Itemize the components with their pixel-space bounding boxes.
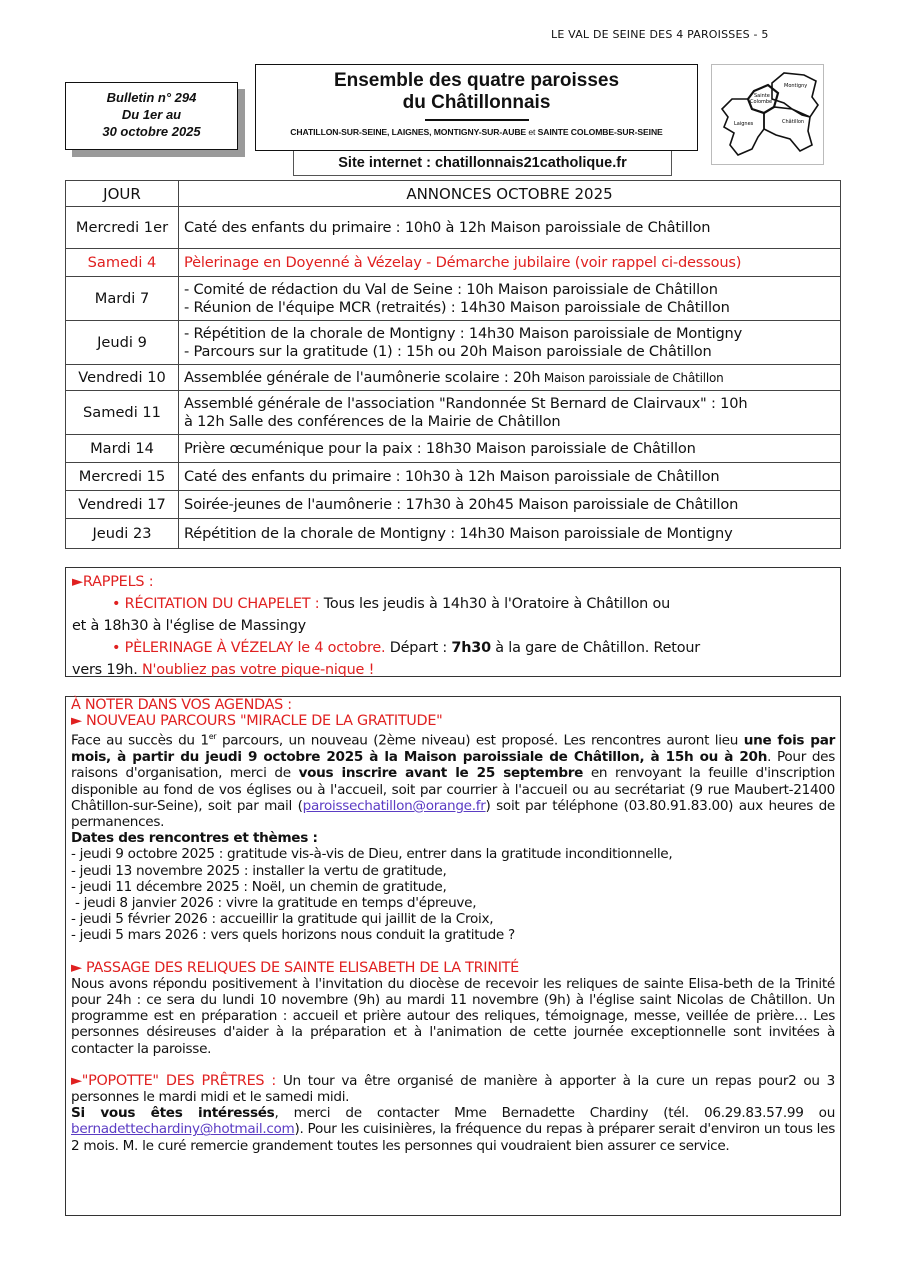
table-row bbox=[66, 277, 841, 321]
title-line-1: Ensemble des quatre paroisses bbox=[333, 70, 620, 91]
row-day: Vendredi 10 bbox=[66, 365, 179, 391]
title-divider bbox=[425, 119, 529, 121]
map-icon bbox=[712, 65, 823, 164]
announcements-table bbox=[65, 180, 841, 549]
row-day: Jeudi 9 bbox=[66, 321, 179, 365]
date-item: - jeudi 5 février 2026 : accueillir la gratitude qui jaillit de la Croix, bbox=[71, 911, 494, 928]
dates-title: Dates des rencontres et thèmes : bbox=[71, 830, 318, 847]
row-text: - Répétition de la chorale de Montigny : 14h30 Maison paroissiale de Montigny - Parcours sur la gratitude (1) : 15h ou 20h Maison paroissiale de Châtillon bbox=[179, 321, 841, 365]
date-item: - jeudi 11 décembre 2025 : Noël, un chemin de gratitude, bbox=[71, 878, 447, 895]
website-banner[interactable]: Site internet : chatillonnais21catholique.fr bbox=[293, 151, 672, 176]
table-row bbox=[66, 207, 841, 249]
parish-map bbox=[711, 64, 824, 165]
reminders-title: ►RAPPELS : bbox=[72, 574, 154, 590]
table-row bbox=[66, 249, 841, 277]
reminder-pelerinage: • PÈLERINAGE À VÉZELAY le 4 octobre. Départ : 7h30 à la gare de Châtillon. Retour bbox=[112, 640, 700, 656]
row-day: Vendredi 17 bbox=[66, 491, 179, 519]
svg-text:Colombe: Colombe bbox=[750, 99, 773, 105]
table-row bbox=[66, 435, 841, 463]
date-item: - jeudi 5 mars 2026 : vers quels horizons nous conduit la gratitude ? bbox=[71, 927, 515, 944]
row-day: Mercredi 1er bbox=[66, 207, 179, 249]
bulletin-number: Bulletin n° 294 bbox=[106, 90, 197, 105]
row-day: Samedi 11 bbox=[66, 391, 179, 435]
header-day: JOUR bbox=[66, 181, 179, 207]
title-parishes: CHATILLON-SUR-SEINE, LAIGNES, MONTIGNY-SUR-AUBE et SAINTE COLOMBE-SUR-SEINE bbox=[290, 127, 663, 137]
title-box bbox=[255, 64, 698, 151]
title-line-2: du Châtillonnais bbox=[402, 92, 551, 113]
date-item: - jeudi 9 octobre 2025 : gratitude vis-à-vis de Dieu, entrer dans la gratitude inconditionnelle, bbox=[71, 846, 673, 863]
svg-text:Laignes: Laignes bbox=[734, 121, 754, 127]
gratitude-paragraph: Face au succès du 1er parcours, un nouveau (2ème niveau) est proposé. Les rencontres auront lieu une fois par mois, à partir du jeudi 9 octobre 2025 à la Maison paroissiale de Châtillon, à 15h ou à 20h. Pour des raisons d'organisation, merci de vous inscrire avant le 25 septembre en renvoyant la feuille d'inscription disponible au fond de vos églises ou à l'accueil, soit par courrier à l'accueil ou au secrétariat (9 rue Maubert-21400 Châtillon-sur-Seine), soit par mail (paroissechatillon@orange.fr) soit par téléphone (03.80.91.83.00) aux heures de permanences. bbox=[71, 732, 835, 830]
reminder-chapelet: • RÉCITATION DU CHAPELET : Tous les jeudis à 14h30 à l'Oratoire à Châtillon ou bbox=[112, 596, 670, 612]
table-row bbox=[66, 491, 841, 519]
row-text: Pèlerinage en Doyenné à Vézelay - Démarche jubilaire (voir rappel ci-dessous) bbox=[179, 249, 841, 277]
table-row bbox=[66, 391, 841, 435]
table-row bbox=[66, 365, 841, 391]
row-day: Jeudi 23 bbox=[66, 519, 179, 549]
row-text: - Comité de rédaction du Val de Seine : 10h Maison paroissiale de Châtillon - Réunion de l'équipe MCR (retraités) : 14h30 Maison paroissiale de Châtillon bbox=[179, 277, 841, 321]
row-day: Samedi 4 bbox=[66, 249, 179, 277]
svg-text:Châtillon: Châtillon bbox=[782, 119, 805, 125]
table-row bbox=[66, 519, 841, 549]
row-day: Mardi 7 bbox=[66, 277, 179, 321]
table-row bbox=[66, 463, 841, 491]
header-announcements: ANNONCES OCTOBRE 2025 bbox=[179, 181, 841, 207]
gratitude-heading: ► NOUVEAU PARCOURS "MIRACLE DE LA GRATITUDE" bbox=[71, 713, 443, 730]
bulletin-box bbox=[65, 82, 238, 150]
reminders-box bbox=[65, 567, 841, 677]
reliques-paragraph: Nous avons répondu positivement à l'invitation du diocèse de recevoir les reliques de sainte Elisa-beth de la Trinité pour 24h : ce sera du lundi 10 novembre (9h) au mardi 11 novembre (9h) à l'église saint Nicolas de Châtillon. Un programme est en préparation : accueil et prière autour des reliques, témoignage, messe, veillée de prière… Les personnes désireuses d'aider à la préparation et à l'animation de cette journée exceptionnelle sont invitées à contacter la paroisse. bbox=[71, 975, 835, 1057]
table-header bbox=[66, 181, 841, 207]
agenda-title: À NOTER DANS VOS AGENDAS : bbox=[71, 697, 292, 713]
reliques-heading: ► PASSAGE DES RELIQUES DE SAINTE ELISABETH DE LA TRINITÉ bbox=[71, 959, 519, 976]
row-text: Assemblée générale de l'aumônerie scolaire : 20h Maison paroissiale de Châtillon bbox=[179, 365, 841, 391]
agenda-box bbox=[65, 696, 841, 1216]
row-text: Assemblé générale de l'association "Randonnée St Bernard de Clairvaux" : 10h à 12h Salle des conférences de la Mairie de Châtillon bbox=[179, 391, 841, 435]
row-text: Soirée-jeunes de l'aumônerie : 17h30 à 20h45 Maison paroissiale de Châtillon bbox=[179, 491, 841, 519]
row-day: Mardi 14 bbox=[66, 435, 179, 463]
popotte-paragraph: ►"POPOTTE" DES PRÊTRES : Un tour va être organisé de manière à apporter à la cure un repas pour2 ou 3 personnes le mardi midi et le samedi midi. Si vous êtes intéressés, merci de contacter Mme Bernadette Chardiny (tél. 06.29.83.57.99 ou bernadettechardiny@hotmail.com). Pour les cuisinières, la fréquence du repas à préparer serait d'environ un tous les 2 mois. M. le curé remercie grandement toutes les personnes qui voudraient bien assurer ce service. bbox=[71, 1072, 836, 1154]
row-day: Mercredi 15 bbox=[66, 463, 179, 491]
svg-text:Sainte: Sainte bbox=[754, 93, 770, 99]
reminder-chapelet-cont: et à 18h30 à l'église de Massingy bbox=[72, 618, 307, 634]
svg-text:Montigny: Montigny bbox=[784, 83, 808, 89]
row-text: Caté des enfants du primaire : 10h30 à 12h Maison paroissiale de Châtillon bbox=[179, 463, 841, 491]
date-item: - jeudi 8 janvier 2026 : vivre la gratitude en temps d'épreuve, bbox=[71, 894, 477, 911]
page-header: LE VAL DE SEINE DES 4 PAROISSES - 5 bbox=[551, 28, 769, 41]
reminder-pelerinage-cont: vers 19h. N'oubliez pas votre pique-nique ! bbox=[72, 662, 375, 678]
parish-email-link[interactable]: paroissechatillon@orange.fr bbox=[302, 797, 486, 814]
bulletin-from: Du 1er au bbox=[121, 107, 182, 122]
row-text: Caté des enfants du primaire : 10h0 à 12h Maison paroissiale de Châtillon bbox=[179, 207, 841, 249]
contact-email-link[interactable]: bernadettechardiny@hotmail.com bbox=[71, 1121, 295, 1138]
bulletin-to: 30 octobre 2025 bbox=[102, 124, 201, 139]
row-text: Prière œcuménique pour la paix : 18h30 Maison paroissiale de Châtillon bbox=[179, 435, 841, 463]
table-row bbox=[66, 321, 841, 365]
date-item: - jeudi 13 novembre 2025 : installer la vertu de gratitude, bbox=[71, 862, 447, 879]
row-text: Répétition de la chorale de Montigny : 14h30 Maison paroissiale de Montigny bbox=[179, 519, 841, 549]
